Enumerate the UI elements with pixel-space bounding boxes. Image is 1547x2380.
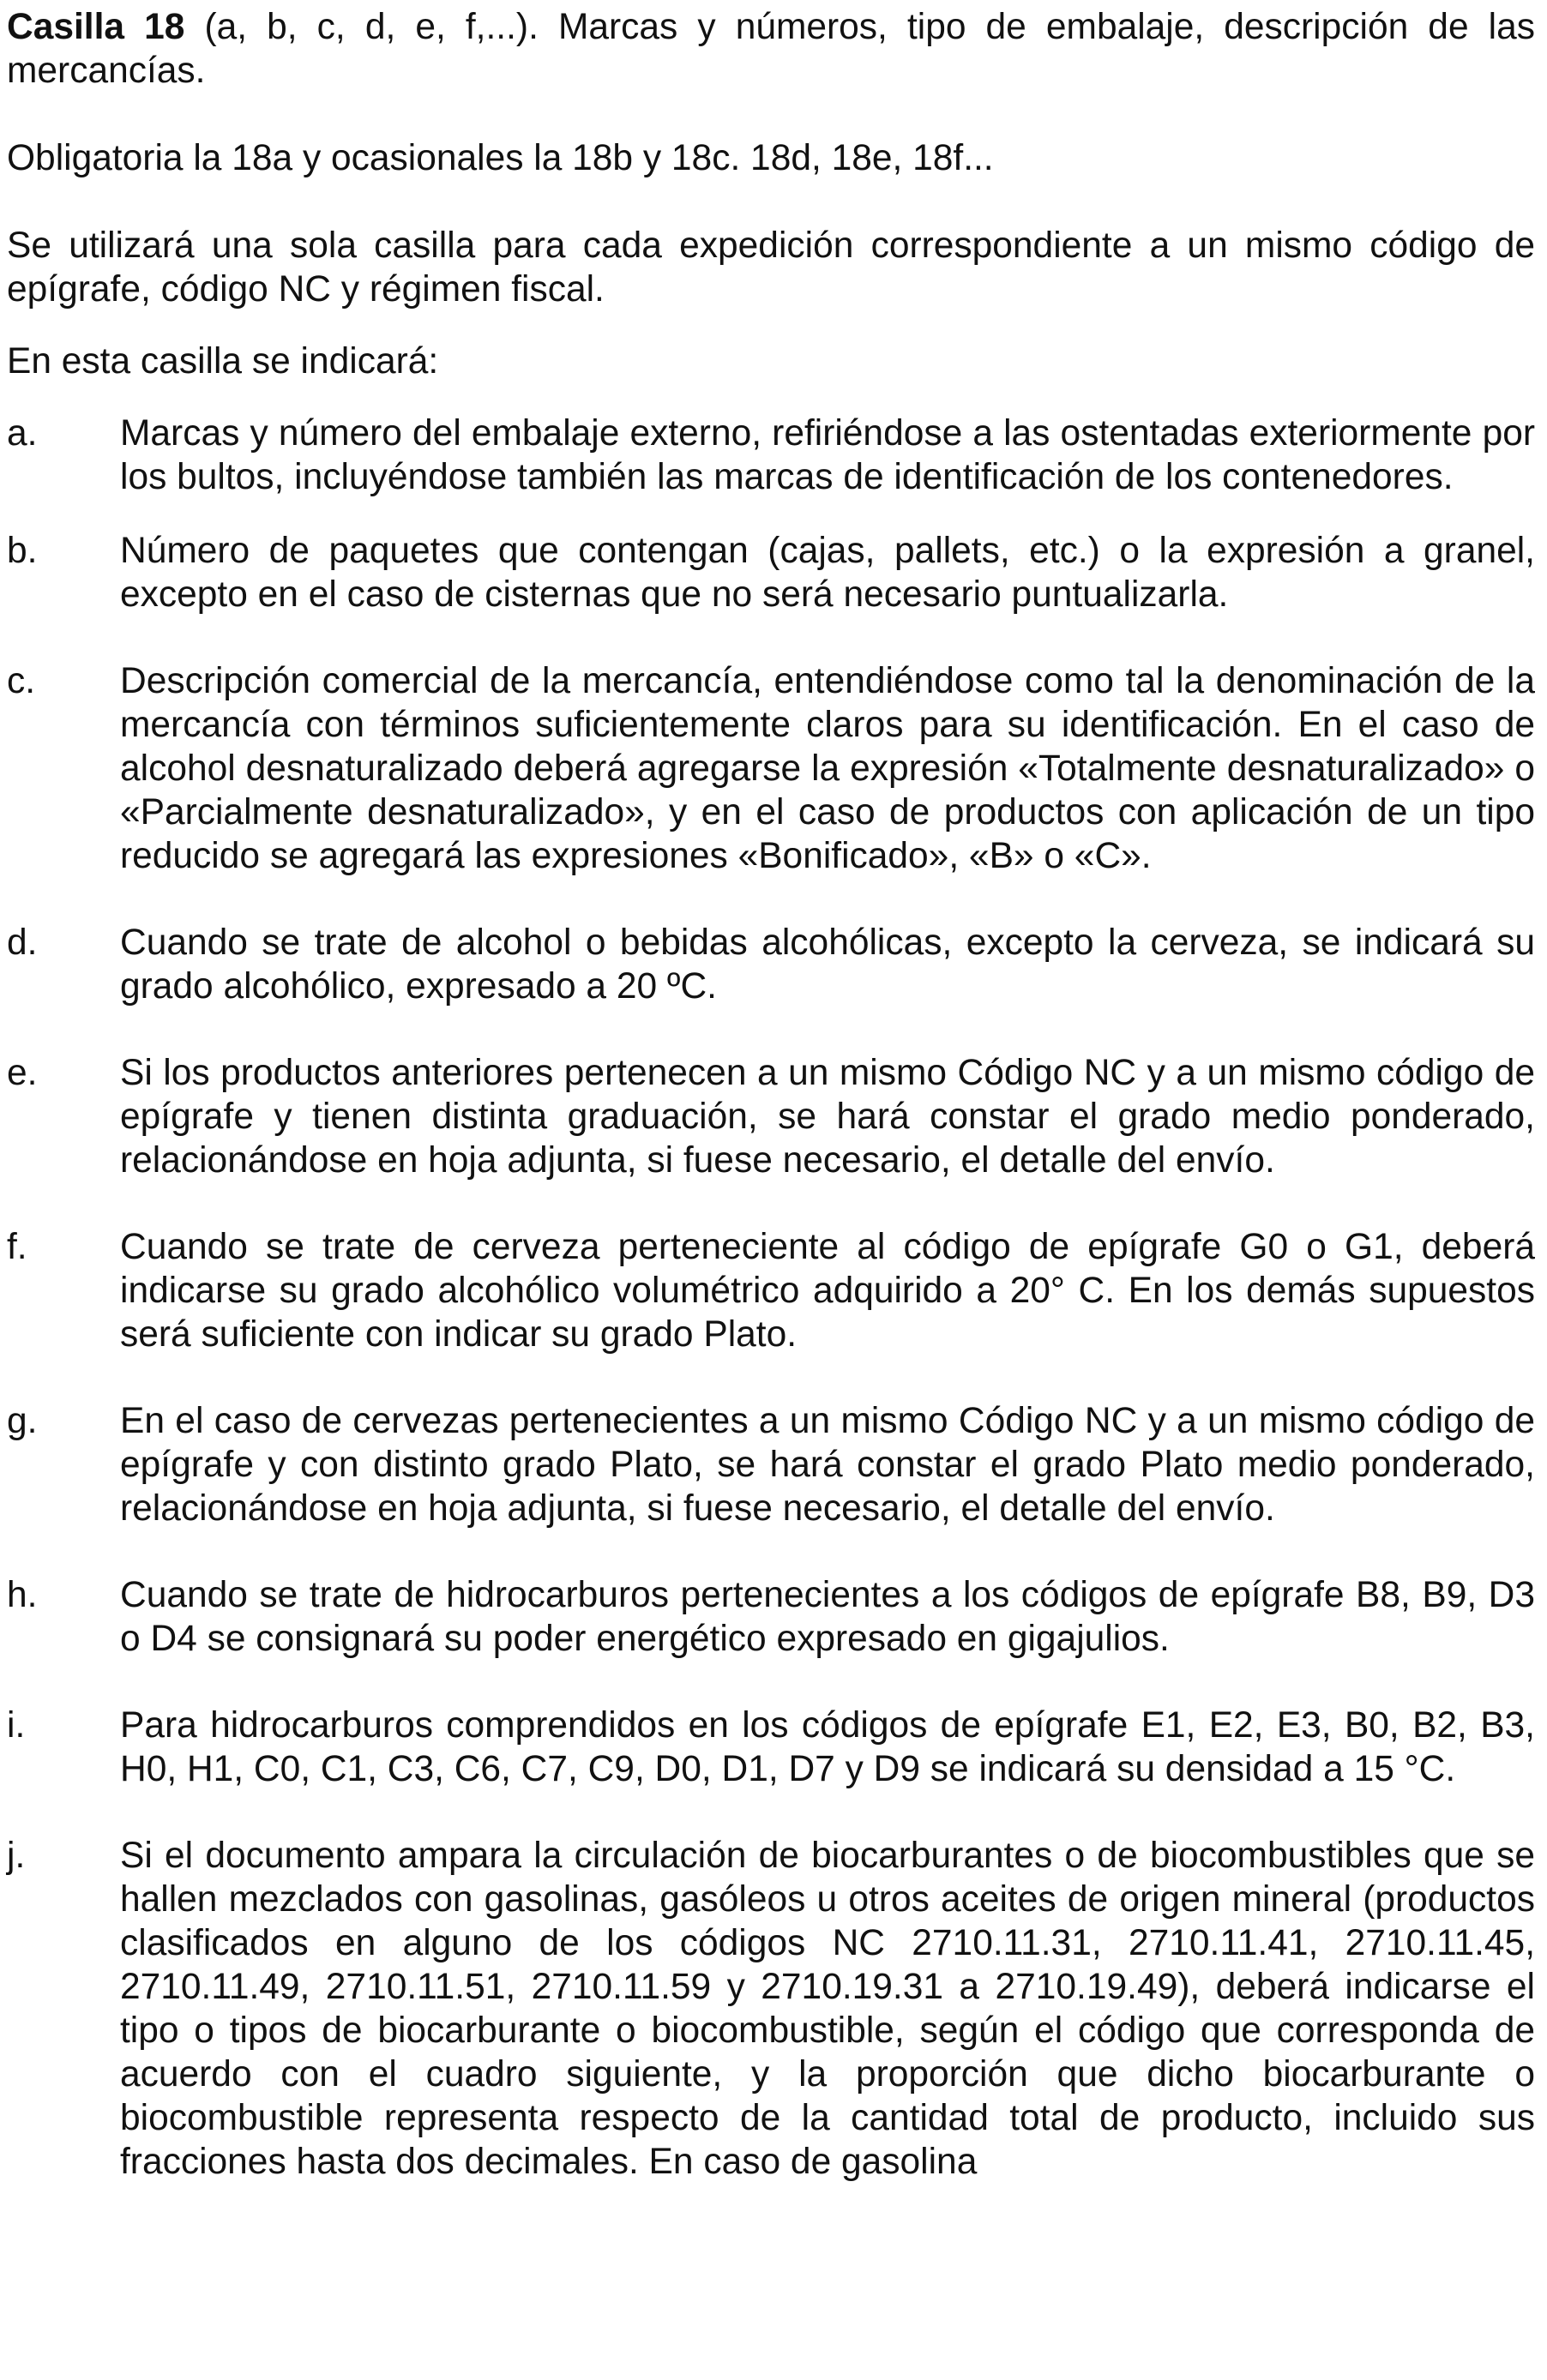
- list-item-i: [7, 1704, 1535, 1791]
- list-item-text: Para hidrocarburos comprendidos en los códigos de epígrafe E1, E2, E3, B0, B2, B3, H0, H1, C0, C1, C3, C6, C7, C9, D0, D1, D7 y D9 se indicará su densidad a 15 °C.: [120, 1705, 1535, 1789]
- paragraph-mandatory: Obligatoria la 18a y ocasionales la 18b y 18c. 18d, 18e, 18f...: [7, 138, 994, 178]
- list-item-e: [7, 1051, 1535, 1182]
- list-item-letter: h.: [7, 1575, 38, 1615]
- spacer: [7, 1356, 1535, 1399]
- spacer: [7, 616, 1535, 659]
- paragraph-intro: En esta casilla se indicará:: [7, 341, 439, 382]
- list-item-a: [7, 412, 1535, 499]
- list-item-f: [7, 1225, 1535, 1356]
- list-item-letter: c.: [7, 661, 36, 701]
- spacer: [7, 1182, 1535, 1225]
- spacer: [7, 1791, 1535, 1834]
- list-item-letter: b.: [7, 531, 38, 571]
- list-item-text: Cuando se trate de cerveza perteneciente al código de epígrafe G0 o G1, deberá indicarse su grado alcohólico volumétrico adquirido a 20° C. En los demás supuestos será suficiente con indicar su grado Plato.: [120, 1227, 1535, 1355]
- spacer: [7, 383, 1535, 412]
- list-item-letter: f.: [7, 1227, 27, 1267]
- spacer: [7, 311, 1535, 340]
- list-item-text: Marcas y número del embalaje externo, refiriéndose a las ostentadas exteriormente por los bultos, incluyéndose también las marcas de identificación de los contenedores.: [120, 413, 1535, 497]
- spacer: [7, 1661, 1535, 1704]
- list-item-text: Si el documento ampara la circulación de biocarburantes o de biocombustibles que se hallen mezclados con gasolinas, gasóleos u otros aceites de origen mineral (productos clasificados en alguno de los códigos NC 2710.11.31, 2710.11.41, 2710.11.45, 2710.11.49, 2710.11.51, 2710.11.59 y 2710.19.31 a 2710.19.49), deberá indicarse el tipo o tipos de biocarburante o biocombustible, según el código que corresponda de acuerdo con el cuadro siguiente, y la proporción que dicho biocarburante o biocombustible representa respecto de la cantidad total de producto, incluido sus fracciones hasta dos decimales. En caso de gasolina: [120, 1836, 1535, 2182]
- spacer: [7, 878, 1535, 921]
- list-item-letter: d.: [7, 923, 38, 963]
- heading-text: (a, b, c, d, e, f,...). Marcas y números, tipo de embalaje, descripción de las mercancías.: [7, 7, 1535, 91]
- list-item-text: Cuando se trate de alcohol o bebidas alcohólicas, excepto la cerveza, se indicará su grado alcohólico, expresado a 20 ºC.: [120, 923, 1535, 1007]
- heading-bold-label: Casilla 18: [7, 7, 185, 47]
- list-item-text: Número de paquetes que contengan (cajas, pallets, etc.) o la expresión a granel, excepto en el caso de cisternas que no será necesario puntualizarla.: [120, 531, 1535, 615]
- list-item-j: [7, 1834, 1535, 2184]
- paragraph-single-box: Se utilizará una sola casilla para cada expedición correspondiente a un mismo código de epígrafe, código NC y régimen fiscal.: [7, 225, 1535, 310]
- list-item-letter: j.: [7, 1836, 26, 1876]
- document-page: [7, 5, 1535, 2184]
- list-item-letter: e.: [7, 1053, 38, 1093]
- spacer: [7, 1008, 1535, 1051]
- spacer: [7, 499, 1535, 529]
- list-item-letter: a.: [7, 413, 38, 454]
- list-item-g: [7, 1399, 1535, 1530]
- list-item-c: [7, 659, 1535, 878]
- list-item-h: [7, 1573, 1535, 1661]
- spacer: [7, 180, 1535, 224]
- spacer: [7, 1530, 1535, 1573]
- section-heading: [7, 5, 1535, 93]
- spacer: [7, 93, 1535, 136]
- list-item-letter: g.: [7, 1401, 38, 1441]
- list-item-text: En el caso de cervezas pertenecientes a un mismo Código NC y a un mismo código de epígrafe y con distinto grado Plato, se hará constar el grado Plato medio ponderado, relacionándose en hoja adjunta, si fuese necesario, el detalle del envío.: [120, 1401, 1535, 1529]
- list-item-d: [7, 921, 1535, 1008]
- list-item-b: [7, 529, 1535, 616]
- list-item-text: Cuando se trate de hidrocarburos pertenecientes a los códigos de epígrafe B8, B9, D3 o D4 se consignará su poder energético expresado en gigajulios.: [120, 1575, 1535, 1659]
- list-item-letter: i.: [7, 1705, 26, 1746]
- list-item-text: Si los productos anteriores pertenecen a un mismo Código NC y a un mismo código de epígrafe y tienen distinta graduación, se hará constar el grado medio ponderado, relacionándose en hoja adjunta, si fuese necesario, el detalle del envío.: [120, 1053, 1535, 1181]
- list-item-text: Descripción comercial de la mercancía, entendiéndose como tal la denominación de la mercancía con términos suficientemente claros para su identificación. En el caso de alcohol desnaturalizado deberá agregarse la expresión «Totalmente desnaturalizado» o «Parcialmente desnaturalizado», y en el caso de productos con aplicación de un tipo reducido se agregará las expresiones «Bonificado», «B» o «C».: [120, 661, 1535, 876]
